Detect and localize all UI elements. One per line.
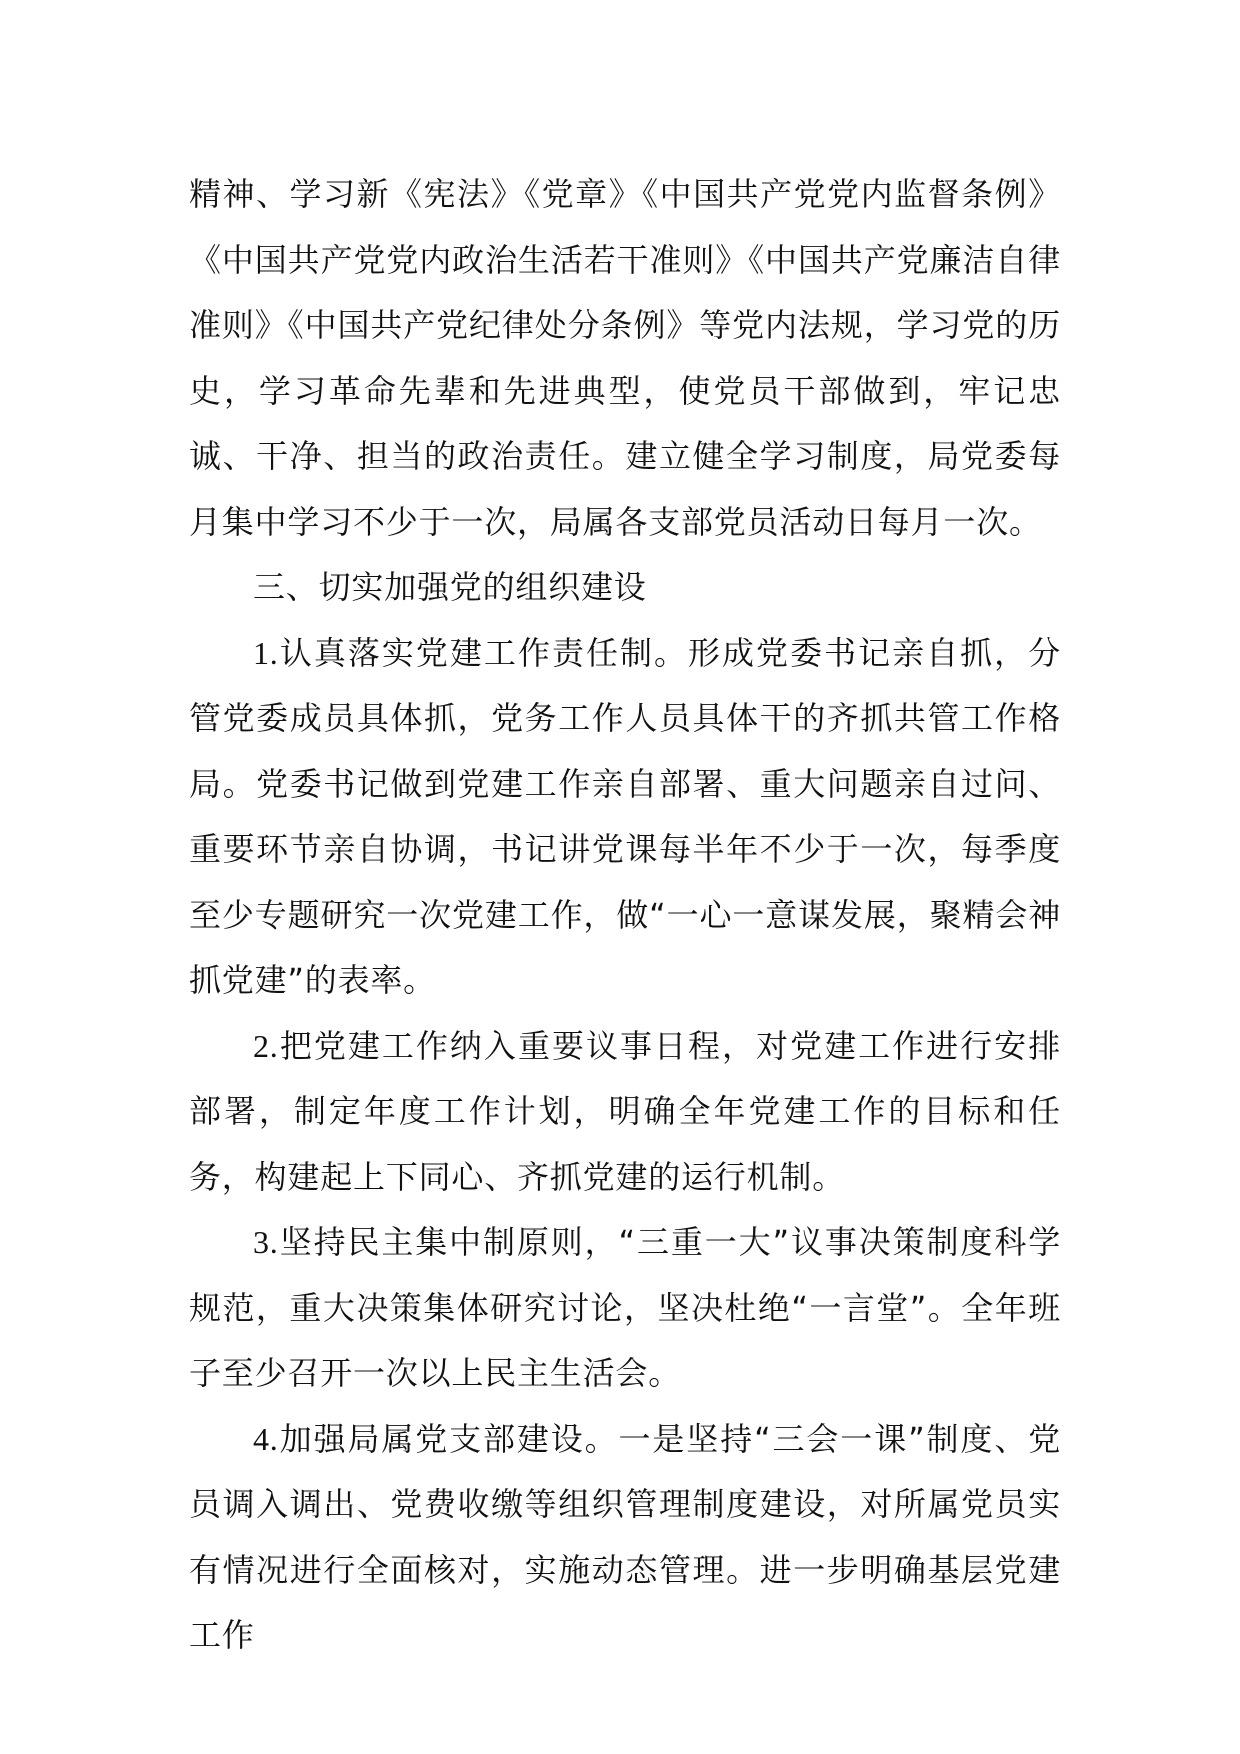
item-text: 认真落实党建工作责任制。形成党委书记亲自抓，分管党委成员具体抓，党务工作人员具体干的齐抓共管工作格局。党委书记做到党建工作亲自部署、重大问题亲自过问、重要环节亲自协调，书记讲党课每半年不少于一次，每季度至少专题研究一次党建工作，做“一心一意谋发展，聚精会神抓党建”的表率。	[189, 633, 1061, 999]
section-heading	[189, 555, 1061, 621]
item-number: 1.	[253, 634, 279, 671]
numbered-item-1	[189, 621, 1061, 1014]
item-text: 把党建工作纳入重要议事日程，对党建工作进行安排部署，制定年度工作计划，明确全年党建工作的目标和任务，构建起上下同心、齐抓党建的运行机制。	[189, 1026, 1061, 1196]
document-body	[189, 162, 1061, 1669]
item-number: 3.	[253, 1224, 279, 1260]
paragraph-continuation	[189, 162, 1061, 555]
item-text: 坚持民主集中制原则，“三重一大”议事决策制度科学规范，重大决策集体研究讨论，坚决杜绝“一言堂”。全年班子至少召开一次以上民主生活会。	[189, 1223, 1061, 1392]
numbered-item-4	[189, 1407, 1061, 1669]
numbered-item-3	[189, 1210, 1061, 1407]
numbered-item-2	[189, 1014, 1061, 1211]
section-heading-text: 三、切实加强党的组织建设	[253, 568, 647, 606]
item-text: 加强局属党支部建设。一是坚持“三会一课”制度、党员调入调出、党费收缴等组织管理制度建设，对所属党员实有情况进行全面核对，实施动态管理。进一步明确基层党建工作	[189, 1419, 1061, 1654]
item-number: 2.	[253, 1027, 279, 1064]
item-number: 4.	[253, 1420, 279, 1457]
paragraph-text: 精神、学习新《宪法》《党章》《中国共产党党内监督条例》《中国共产党党内政治生活若干准则》《中国共产党廉洁自律准则》《中国共产党纪律处分条例》等党内法规，学习党的历史，学习革命先辈和先进典型，使党员干部做到，牢记忠诚、干净、担当的政治责任。建立健全学习制度，局党委每月集中学习不少于一次，局属各支部党员活动日每月一次。	[189, 175, 1061, 541]
